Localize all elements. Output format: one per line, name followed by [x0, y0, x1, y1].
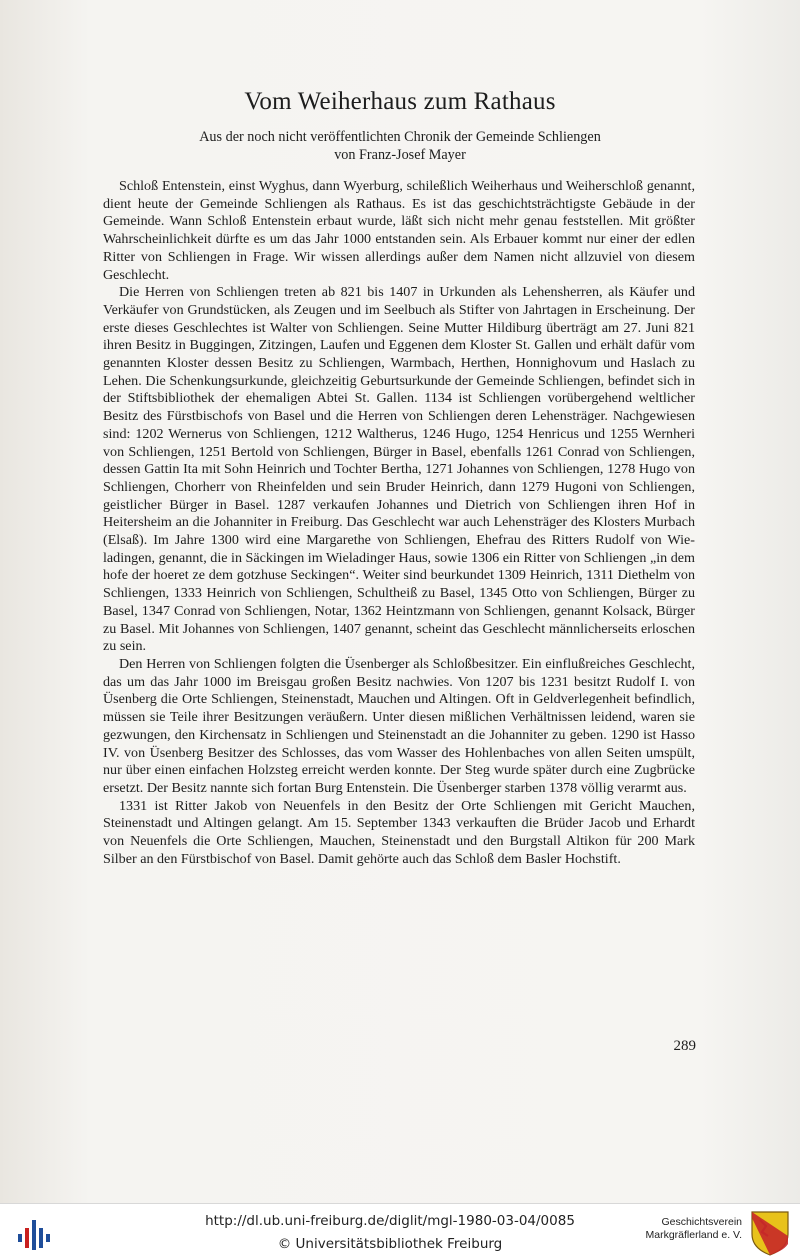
society-name-line2: Markgräflerland e. V. — [645, 1229, 742, 1241]
article-body — [103, 178, 695, 868]
paragraph: Schloß Entenstein, einst Wyghus, dann Wyerburg, schileßlich Weiherhaus und Weiherschloß genannt, dient heute der Gemeinde Schliengen als Rathaus. Es ist das geschichtsträchtigste Gebäude in der Gemeinde. Wann Schloß Entenstein erbaut wurde, läßt sich nicht mehr genau feststellen. Mit größter Wahrscheinlichkeit dürfte es um das Jahr 1000 entstanden sein. Als Erbauer kommt nur einer der edlen Ritter von Schliengen in Frage. Wir wissen allerdings außer dem Namen nicht allzuviel von diesem Geschlecht. — [103, 178, 695, 283]
page-number: 289 — [673, 1038, 696, 1054]
university-library-logo-icon[interactable] — [14, 1214, 54, 1254]
paragraph: Den Herren von Schliengen folgten die Üsenberger als Schloßbesitzer. Ein einflußreiches Geschlecht, das um das Jahr 1000 im Breisgau großen Besitz nachwies. Von 1207 bis 1231 besitzt Rudolf I. von Üsenberg die Orte Schliengen, Steinenstadt, Mauchen und Altingen. Oft in Geldverlegenheit befindlich, müssen sie Teile ihrer Besitzungen veräußern. Unter diesen mißlichen Verhältnissen leidend, waren sie gezwungen, den Kirchensatz in Schliengen und Steinenstadt an die Johanniter zu geben. 1290 ist Hasso IV. von Üsenberg Besitzer des Schlosses, das vom Wasser des Hohlenbaches von allen Seiten umspült, nur über einen einfachen Holzsteg erreicht werden konnte. Der Steg wurde später durch eine Zugbrücke ersetzt. Der Besitz nannte sich fortan Burg Entenstein. Die Üsenberger starben 1378 völlig verarmt aus. — [103, 655, 695, 796]
article-subtitle — [0, 128, 800, 164]
subtitle-chronicle: Aus der noch nicht veröffentlichten Chronik der Gemeinde Schliengen — [199, 129, 601, 145]
society-name-line1: Geschichtsverein — [661, 1216, 742, 1228]
copyright-notice: © Universitätsbibliothek Freiburg — [277, 1236, 503, 1252]
society-name[interactable] — [620, 1216, 742, 1242]
viewer-footer — [0, 1203, 800, 1260]
subtitle-author: von Franz-Josef Mayer — [334, 147, 466, 163]
coat-of-arms-icon[interactable] — [750, 1210, 790, 1256]
paragraph: Die Herren von Schliengen treten ab 821 bis 1407 in Urkunden als Lehensherren, als Käufer und Verkäufer von Grundstücken, als Zeugen und im Seelbuch als Stifter von Jahrtagen in Erscheinung. Der erste dieses Geschlechtes ist Walter von Schliengen. Seine Mutter Hildiburg überträgt am 27. Juni 821 ihren Besitz in Buggingen, Zitzingen, Laufen und Eggenen dem Kloster St. Gallen und erhält dafür vom genannten Kloster dessen Besitz zu Schliengen, Warmbach, Herthen, Honnighovum und Haslach zu Lehen. Die Schenkungsurkunde, gleichzeitig Geburtsurkunde der Gemeinde Schliengen, befindet sich in der Stiftsbibliothek der ehemaligen Abtei St. Gallen. 1134 ist Schliengen vorübergehend weltlicher Besitz des Fürstbischofs von Basel und die Herren von Schliengen deren Lehensträger. Nachgewiesen sind: 1202 Wernerus von Schliengen, 1212 Waltherus, 1246 Hugo, 1254 Henricus und 1255 Wernheri von Schliengen, 1251 Bertold von Schliengen, Bürger in Basel, ebenfalls 1261 Conrad von Schliengen, dessen Gattin Ita mit Sohn Heinrich und Tochter Bertha, 1271 Johannes von Schliengen, 1278 Hugo von Schliengen, Chorherr von Rheinfelden und sein Bruder Heinrich, dann 1279 Hugoni von Schliengen, geistlicher Bürger in Basel. 1287 verkaufen Johannes und Dietrich von Schliengen ihren Hof in Heitersheim an die Johanniter in Freiburg. Das Geschlecht war auch Lehensträger des Klosters Murbach (Elsaß). Im Jahre 1300 wird eine Margarethe von Schliengen, Ehefrau des Ritters Rudolf von Wieladingen, genannt, die in Säckingen im Wieladinger Haus, sowie 1306 ein Ritter von Schliengen „in dem hofe der hoeret ze dem gotzhuse Seckingen“. Weiter sind beurkundet 1309 Heinrich, 1311 Diethelm von Schliengen, 1333 Heinrich von Schliengen, Schultheiß zu Basel, 1345 Otto von Schliengen, Bürger zu Basel, 1347 Conrad von Schliengen, Notar, 1362 Heintzmann von Schliengen, genannt Kolsack, Bürger zu Basel. Mit Johannes von Schliengen, 1407 genannt, scheint das Geschlecht männlicherseits erloschen zu sein. — [103, 284, 695, 655]
document-url-link[interactable]: http://dl.ub.uni-freiburg.de/diglit/mgl-1980-03-04/0085 — [205, 1213, 575, 1229]
paragraph: 1331 ist Ritter Jakob von Neuenfels in den Besitz der Orte Schliengen mit Gericht Mauchen, Steinenstadt und Altingen gelangt. Am 15. September 1343 verkauften die Brüder Jacob und Erhardt von Neuenfels die Orte Schliengen, Mauchen, Steinenstadt und den Burgstall Altikon für 200 Mark Silber an den Fürstbischof von Basel. Damit gehörte auch das Schloß dem Basler Hochstift. — [103, 797, 695, 867]
article-title: Vom Weiherhaus zum Rathaus — [244, 88, 556, 115]
